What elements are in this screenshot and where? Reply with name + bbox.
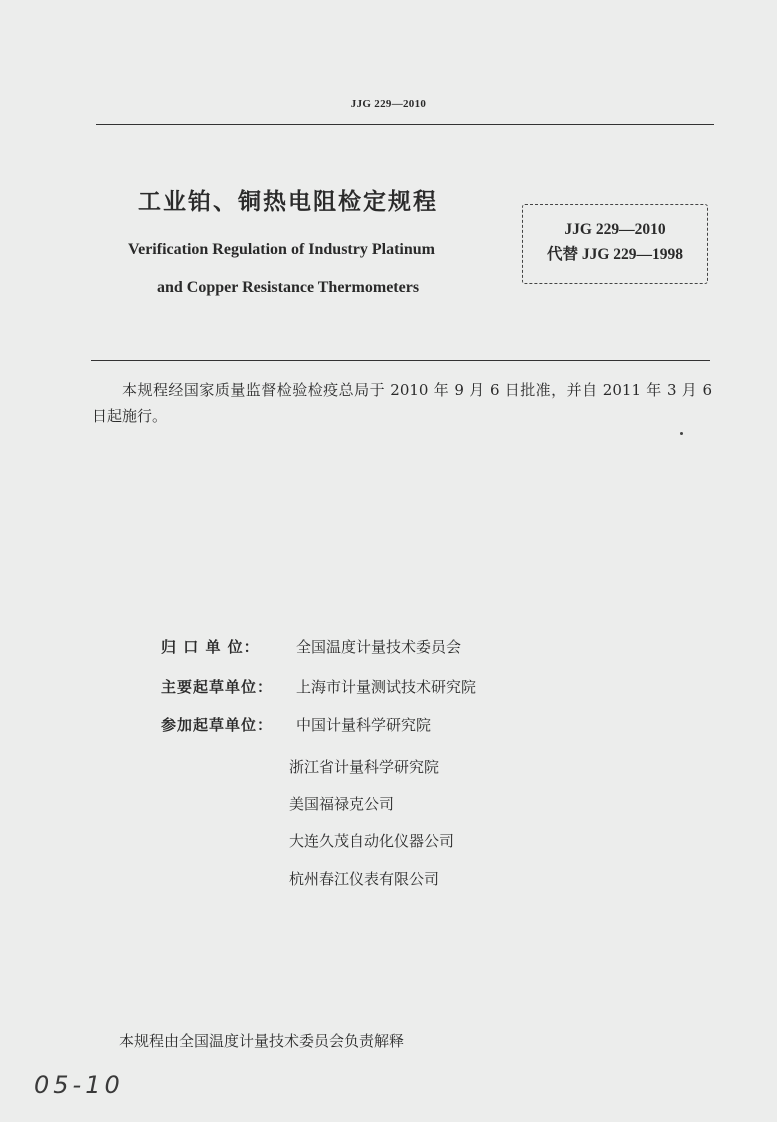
speck-mark: [680, 432, 683, 435]
title-chinese: 工业铂、铜热电阻检定规程: [138, 189, 438, 215]
participant-item: 美国福禄克公司: [289, 795, 395, 813]
handwritten-note: 05-10: [34, 1071, 124, 1099]
header-rule: [96, 124, 714, 125]
participants-label: 参加起草单位：: [161, 716, 274, 734]
interpretation-note: 本规程由全国温度计量技术委员会负责解释: [119, 1032, 405, 1050]
standard-code-box: [522, 204, 708, 284]
standard-code: JJG 229—2010: [564, 221, 666, 238]
title-english-line2: and Copper Resistance Thermometers: [157, 279, 420, 296]
main-drafter-value: 上海市计量测试技术研究院: [296, 678, 477, 696]
approval-paragraph: 本规程经国家质量监督检验检疫总局于 2010 年 9 月 6 日批准，并自 2011 年 3 月 6 日起施行。: [92, 381, 712, 425]
participant-item: 浙江省计量科学研究院: [289, 758, 440, 776]
participant-item: 杭州春江仪表有限公司: [289, 870, 440, 888]
title-english: [128, 231, 435, 307]
participant-item: 中国计量科学研究院: [296, 716, 432, 734]
responsible-unit-value: 全国温度计量技术委员会: [296, 638, 462, 656]
section-rule: [91, 360, 710, 361]
header-standard-code: JJG 229—2010: [350, 98, 427, 110]
responsible-unit-label: 归 口 单 位：: [161, 638, 260, 656]
main-drafter-label: 主要起草单位：: [161, 678, 274, 696]
title-english-line1: Verification Regulation of Industry Platinum: [128, 241, 435, 258]
participant-item: 大连久茂自动化仪器公司: [289, 832, 455, 850]
replaces-code: 代替 JJG 229—1998: [546, 246, 684, 263]
